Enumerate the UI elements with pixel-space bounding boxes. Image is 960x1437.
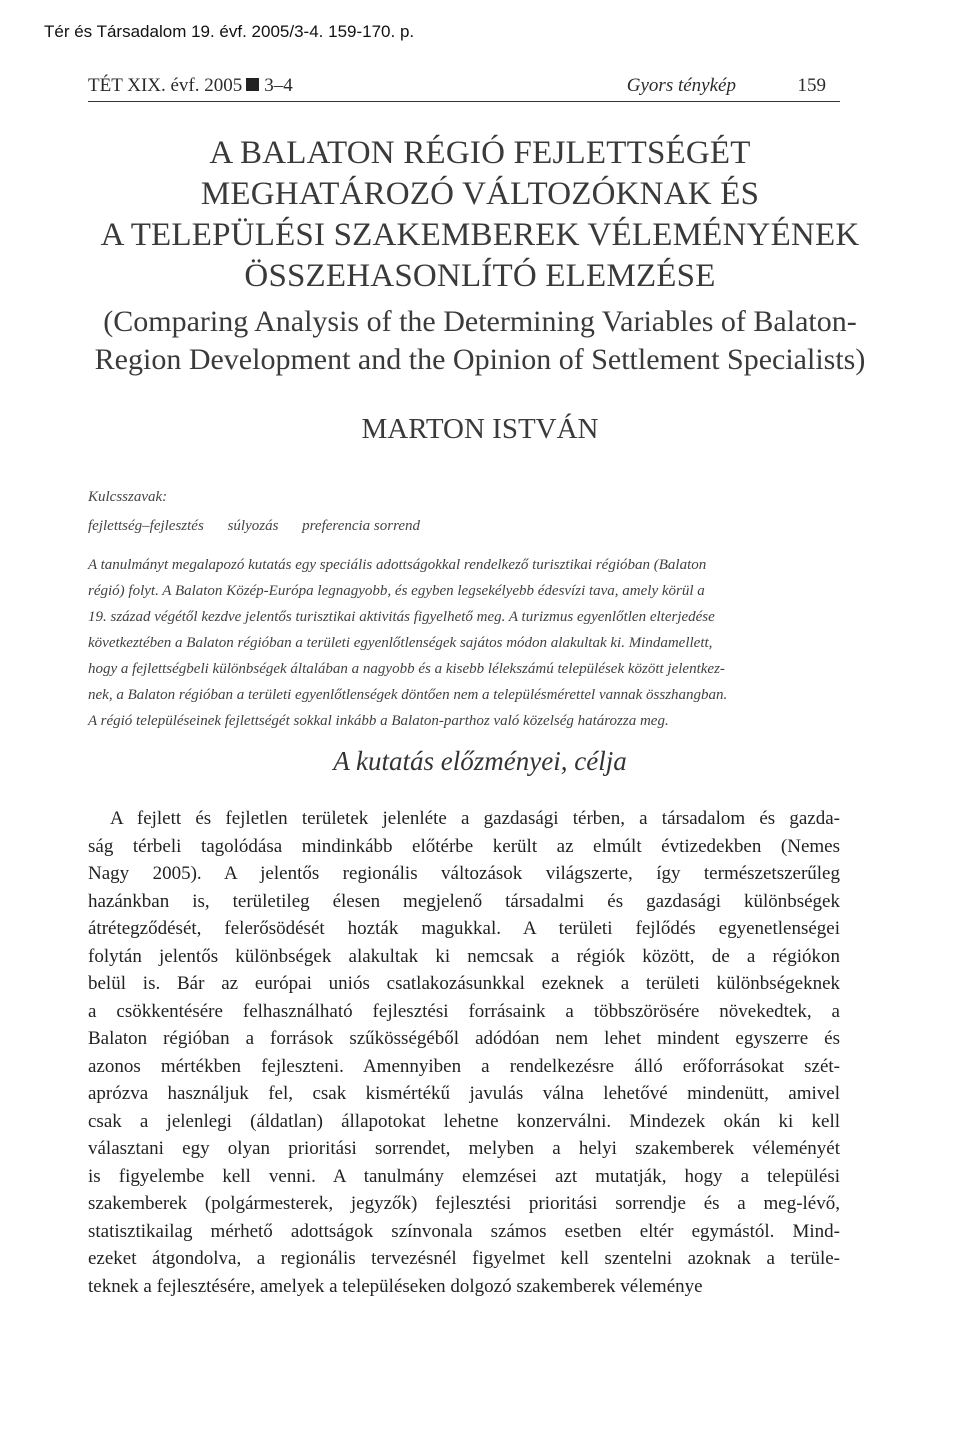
abstract-line: 19. század végétől kezdve jelentős turisztikai aktivitás figyelhető meg. A turizmus egyenlőtlen elterjedése xyxy=(88,609,715,625)
body-line: A fejlett és fejletlen területek jelenléte a gazdasági térben, a társadalom és gazda- xyxy=(110,808,840,829)
section-heading: A kutatás előzményei, célja xyxy=(333,746,627,776)
abstract-line: nek, a Balaton régióban a területi egyenlőtlenségek döntően nem a településmérettel vannak összhangban. xyxy=(88,687,728,703)
article-title xyxy=(60,133,900,297)
title-line: A BALATON RÉGIÓ FEJLETTSÉGÉT xyxy=(209,135,751,171)
header-journal xyxy=(88,75,293,97)
running-header xyxy=(88,71,840,102)
abstract-line: hogy a fejlettségbeli különbségek általában a nagyobb és a kisebb lélekszámú települések között jelentkez- xyxy=(88,661,725,677)
title-line: A TELEPÜLÉSI SZAKEMBEREK VÉLEMÉNYÉNEK xyxy=(100,217,860,253)
title-line: MEGHATÁROZÓ VÁLTOZÓKNAK ÉS xyxy=(200,176,760,212)
source-citation: Tér és Társadalom 19. évf. 2005/3-4. 159-170. p. xyxy=(44,22,415,41)
abstract-line: A tanulmányt megalapozó kutatás egy speciális adottságokkal rendelkező turisztikai régióban (Balaton xyxy=(88,557,707,573)
keywords-label: Kulcsszavak: xyxy=(88,489,168,505)
body-line: statisztikailag mérhető adottságok színvonala számos esetben eltér egymástól. Mind- xyxy=(88,1220,840,1242)
keywords-list xyxy=(88,518,440,535)
body-line: azonos mértékben fejleszteni. Amennyiben a rendelkezésre álló erőforrásokat szét- xyxy=(88,1055,840,1077)
body-line: átrétegződését, felerősödését hozták magukkal. A területi fejlődés egyenetlenségei xyxy=(88,918,840,939)
body-line: teknek a fejlesztésére, amelyek a településeken dolgozó szakemberek véleménye xyxy=(88,1275,703,1297)
body-line: választani egy olyan prioritási sorrendet, melyben a helyi szakemberek véleményét xyxy=(88,1138,840,1159)
english-subtitle xyxy=(60,303,900,379)
body-line: Nagy 2005). A jelentős regionális változások világszerte, így természetszerűleg xyxy=(88,863,840,884)
title-line: ÖSSZEHASONLÍTÓ ELEMZÉSE xyxy=(244,258,716,294)
body-line: Balaton régióban a források szűkösségéből adódóan nem lehet mindent egyszerre és xyxy=(88,1028,840,1049)
header-journal-label: TÉT XIX. évf. 2005 xyxy=(88,75,243,96)
keyword: preferencia sorrend xyxy=(302,518,421,534)
square-bullet-icon xyxy=(246,78,259,91)
abstract-line: A régió településeinek fejlettségét sokkal inkább a Balaton-parthoz való közelség határozza meg. xyxy=(88,713,669,729)
abstract xyxy=(88,552,840,734)
abstract-line: régió) folyt. A Balaton Közép-Európa legnagyobb, és egyben legsekélyebb édesvízi tava, amely körül a xyxy=(88,583,705,599)
body-line: a csökkentésére felhasználható fejlesztési forrásaink a többszörösére növekedtek, a xyxy=(88,1000,840,1022)
keyword: fejlettség–fejlesztés xyxy=(88,518,204,534)
author-name: MARTON ISTVÁN xyxy=(361,413,599,445)
subtitle-line: (Comparing Analysis of the Determining Variables of Balaton- xyxy=(103,305,857,338)
body-line: ezeket átgondolva, a regionális tervezésnél figyelmet kell szentelni azoknak a terüle- xyxy=(88,1248,840,1269)
header-section: Gyors ténykép xyxy=(626,75,736,96)
body-line: csak a jelenlegi (áldatlan) állapotokat lehetne konzerválni. Mindezek okán ki kell xyxy=(88,1110,840,1132)
header-issue: 3–4 xyxy=(264,75,293,96)
body-line: szakemberek (polgármesterek, jegyzők) fejlesztési prioritási sorrendje és a meg-lévő, xyxy=(88,1193,840,1214)
header-page-number: 159 xyxy=(797,75,826,96)
abstract-line: következtében a Balaton régióban a területi egyenlőtlenségek sajátos módon alakultak ki. Mindamellett, xyxy=(88,635,713,651)
body-paragraph xyxy=(88,805,840,1300)
body-line: is figyelembe kell venni. A tanulmány elemzései azt mutatják, hogy a települési xyxy=(88,1165,840,1187)
body-line: belül is. Bár az európai uniós csatlakozásunkkal ezeknek a területi különbségeknek xyxy=(88,973,840,994)
body-line: hazánkban is, területileg élesen megjelenő társadalmi és gazdasági különbségek xyxy=(88,890,840,912)
body-line: folytán jelentős különbségek alakultak ki nemcsak a régiók között, de a régiókon xyxy=(88,945,840,967)
subtitle-line: Region Development and the Opinion of Settlement Specialists) xyxy=(94,343,866,376)
body-line: ság térbeli tagolódása mindinkább előtérbe került az elmúlt évtizedekben (Nemes xyxy=(88,835,840,857)
body-line: aprózva használjuk fel, csak kismértékű javulás válna lehetővé mindenütt, amivel xyxy=(88,1083,840,1104)
keyword: súlyozás xyxy=(227,518,279,534)
